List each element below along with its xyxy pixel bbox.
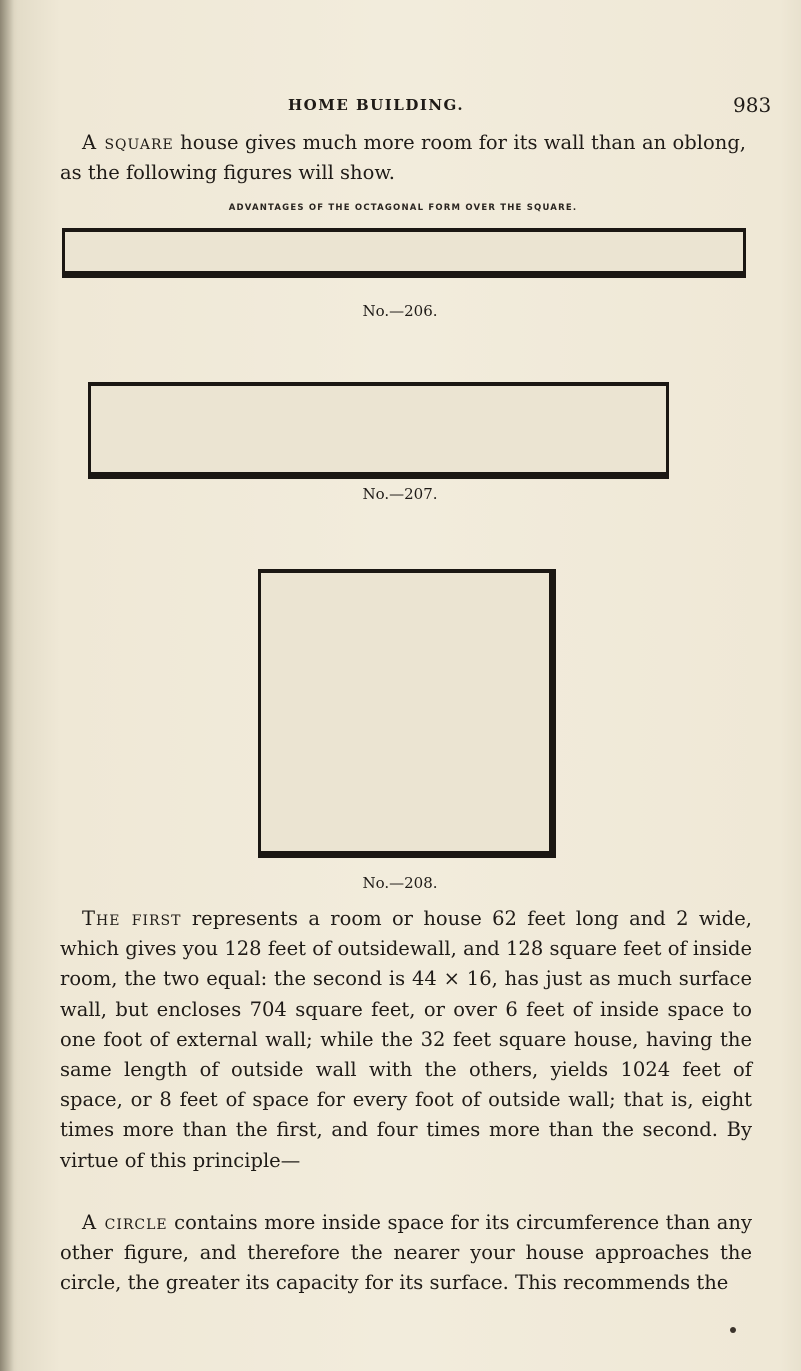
running-head: HOME BUILDING. [288,96,465,114]
paragraph2-lead: The first [82,907,182,930]
figure-207-label: No.—207. [362,485,438,503]
body-paragraph-first [60,904,752,1176]
figure-208-square-room [258,569,556,858]
figure-208-label: No.—208. [362,874,438,892]
figure-206-oblong-room [62,228,746,278]
page-number: 983 [733,93,772,117]
paragraph3-lead: A circle [82,1211,168,1234]
paragraph2-text: represents a room or house 62 feet long and 2 wide, which gives you 128 feet of outsidewall, and 128 square feet of inside room, the two equal: the second is 44 × 16, has just as much surface wall, but encloses 704 square feet, or over 6 feet of inside space to one foot of external wall; while the 32 feet square house, having the same length of outside wall with the others, yields 1024 feet of space, or 8 feet of space for every foot of outside wall; that is, eight times more than the first, and four times more than the second. By virtue of this principle— [60,907,752,1172]
figure-heading: ADVANTAGES OF THE OCTAGONAL FORM OVER THE SQUARE. [228,203,578,213]
binding-gutter [0,0,14,1371]
paragraph3-text: contains more inside space for its circumference than any other figure, and therefore the nearer your house approaches the circle, the greater its capacity for its surface. This recommends the [60,1211,752,1295]
figure-206-label: No.—206. [362,302,438,320]
body-paragraph-circle [60,1208,752,1299]
intro-paragraph [60,128,746,188]
ink-spot [730,1327,736,1333]
intro-lead: A square [82,131,174,154]
page-header [0,93,801,126]
figure-207-rectangle-room [88,382,669,479]
intro-text: house gives much more room for its wall than an oblong, as the following figures will show. [60,131,746,184]
